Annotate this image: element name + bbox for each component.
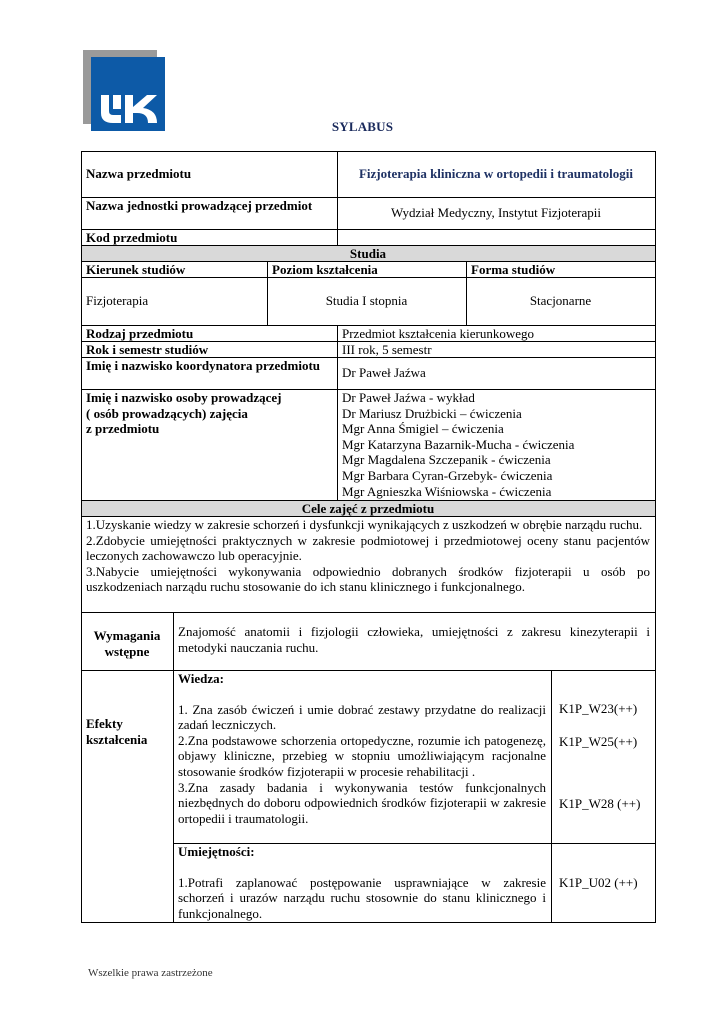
teacher-item: Mgr Agnieszka Wiśniowska - ćwiczenia [342,483,552,499]
course-type-value: Przedmiot kształcenia kierunkowego [342,326,535,341]
teacher-item: Mgr Anna Śmigiel – ćwiczenia [342,421,504,437]
coordinator-label: Imię i nazwisko koordynatora przedmiotu [86,358,320,373]
teachers-label-line: z przedmiotu [86,421,160,437]
skills-title: Umiejętności: [178,844,255,859]
goal-item: 3.Nabycie umiejętności wykonywania odpowiednio dobranych środków fizjoterapii u osób po uszkodzeniach narządu ruchu stosowanie do ich stanu klinicznego i funkcjonalnego. [86,563,650,595]
knowledge-block [173,670,551,843]
direction-header: Kierunek studiów [86,262,186,277]
knowledge-title: Wiedza: [178,671,224,686]
form-value: Stacjonarne [529,293,592,309]
unit-value: Wydział Medyczny, Instytut Fizjoterapii [391,205,601,221]
direction-value: Fizjoterapia [86,293,149,309]
form-header: Forma studiów [471,262,556,277]
goal-item: 1.Uzyskanie wiedzy w zakresie schorzeń i dysfunkcji wynikających z uszkodzeń w obrębie narządu ruchu. [86,517,643,532]
level-value: Studia I stopnia [325,293,408,309]
skills-item: 1.Potrafi zaplanować postępowanie usprawniające w zakresie schorzeń i urazów narządu ruchu stosownie do stanu klinicznego i funkcjonalnego. [178,874,546,921]
teacher-item: Mgr Katarzyna Bazarnik-Mucha - ćwiczenia [342,436,575,452]
skills-code: K1P_U02 (++) [559,875,638,890]
teachers-label-line: Imię i nazwisko osoby prowadzącej [86,390,282,405]
teachers-label [81,389,337,500]
teachers-list [337,389,655,500]
outcomes-label: Efekty kształcenia [86,716,148,747]
goals-list [81,516,655,612]
course-name-value: Fizjoterapia kliniczna w ortopedii i traumatologii [358,166,634,182]
goals-section-header: Cele zajęć z przedmiotu [81,500,655,516]
teacher-item: Mgr Magdalena Szczepanik - ćwiczenia [342,452,551,468]
knowledge-item: 3.Zna zasady badania i wykonywania testów funkcjonalnych niezbędnych do doboru odpowiednich środków fizjoterapii w zakresie ortopedii i traumatologii. [178,779,546,826]
knowledge-code: K1P_W23(++) [559,701,638,716]
prerequisites-value: Znajomość anatomii i fizjologii człowieka, umiejętności z zakresu kinezyterapii i metodyki nauczania ruchu. [178,624,650,655]
knowledge-code: K1P_W28 (++) [559,796,641,811]
code-label: Kod przedmiotu [86,230,178,245]
year-semester-value: III rok, 5 semestr [342,342,432,357]
teachers-label-line: ( osób prowadzących) zajęcia [86,405,248,421]
knowledge-item: 2.Zna podstawowe schorzenia ortopedyczne, rozumie ich patogenezę, objawy kliniczne, przebieg w stopniu umożliwiającym racjonalne stosowanie środków fizjoterapii w procesie rehabilitacji . [178,732,546,779]
goal-item: 2.Zdobycie umiejętności praktycznych w zakresie podmiotowej i przedmiotowej oceny stanu pacjentów leczonych zachowawczo lub operacyjnie. [86,532,650,564]
code-value [337,229,655,245]
course-type-label: Rodzaj przedmiotu [86,326,194,341]
footer-copyright: Wszelkie prawa zastrzeżone [88,967,213,979]
prerequisites-label: Wymagania wstępne [93,627,161,659]
course-name-label: Nazwa przedmiotu [86,166,192,182]
skills-block [173,843,551,922]
document-title: SYLABUS [331,119,394,134]
coordinator-value: Dr Paweł Jaźwa [342,365,426,381]
knowledge-item: 1. Zna zasób ćwiczeń i umie dobrać zestawy przydatne do realizacji zadań leczniczych. [178,701,546,733]
studies-section-header: Studia [81,245,655,261]
teacher-item: Dr Paweł Jaźwa - wykład [342,390,475,405]
level-header: Poziom kształcenia [272,262,378,277]
unit-label: Nazwa jednostki prowadzącej przedmiot [86,198,313,213]
knowledge-code: K1P_W25(++) [559,734,638,749]
teacher-item: Dr Mariusz Drużbicki – ćwiczenia [342,405,522,421]
year-semester-label: Rok i semestr studiów [86,342,209,357]
teacher-item: Mgr Barbara Cyran-Grzebyk- ćwiczenia [342,467,553,483]
